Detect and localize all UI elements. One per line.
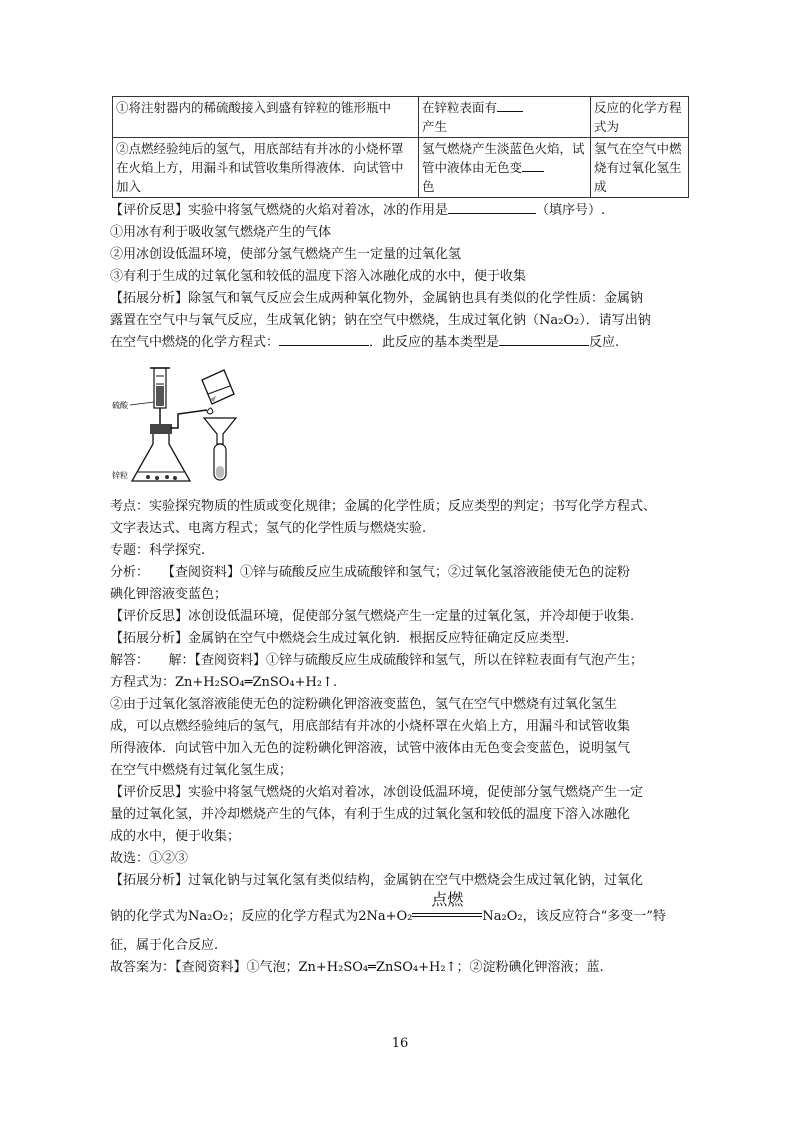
evaluation-option: ①用冰有利于吸收氢气燃烧产生的气体 xyxy=(110,225,332,240)
evaluation-option: ②用冰创设低温环境，使部分氢气燃烧产生一定量的过氧化氢 xyxy=(110,247,462,262)
jieda-line: 解答： 解：【查阅资料】①锌与硫酸反应生成硫酸锌和氢气，所以在锌粒表面有气泡产生； xyxy=(110,653,644,668)
jieda-line: 量的过氧化氢，并冷却燃烧产生的气体，有利于生成的过氧化氢和较低的温度下溶入冰融化 xyxy=(110,807,631,822)
jieda-line: 所得液体．向试管中加入无色的淀粉碘化钾溶液，试管中液体由无色变会变蓝色，说明氢气 xyxy=(110,741,631,756)
fenxi-line: 碘化钾溶液变蓝色； xyxy=(110,587,228,602)
table-row xyxy=(113,97,689,138)
table-cell-phenomenon: 在锌粒表面有 产生 xyxy=(419,97,591,138)
label-zinc: 锌粒 xyxy=(112,471,128,480)
table-cell-step: ②点燃经验纯后的氢气，用底部结有并冰的小烧杯罩在火焰上方，用漏斗和试管收集所得液体．向试管中加入 xyxy=(113,138,419,198)
jieda-line: 方程式为：Zn+H₂SO₄═ZnSO₄+H₂↑. xyxy=(110,675,338,690)
extension-line: 在空气中燃烧的化学方程式： ．此反应的基本类型是 反应. xyxy=(110,335,620,350)
page-number: 16 xyxy=(391,1036,409,1051)
apparatus-figure xyxy=(112,366,237,486)
jieda-line: 在空气中燃烧有过氧化氢生成； xyxy=(110,763,293,778)
jieda-line: 【拓展分析】过氧化钠与过氧化氢有类似结构，金属钠在空气中燃烧会生成过氧化钠，过氧化 xyxy=(110,873,644,888)
jieda-line: 征，属于化合反应. xyxy=(110,938,219,953)
fill-blank xyxy=(499,345,589,346)
jieda-line: 成，可以点燃经验纯后的氢气，用底部结有并冰的小烧杯罩在火焰上方，用漏斗和试管收集 xyxy=(110,719,631,734)
table-cell-phenomenon: 氢气燃烧产生淡蓝色火焰，试管中液体由无色变 色 xyxy=(419,138,591,198)
fenxi-line: 【拓展分析】金属钠在空气中燃烧会生成过氧化钠．根据反应特征确定反应类型. xyxy=(110,631,570,646)
table-cell-step: ①将注射器内的稀硫酸接入到盛有锌粒的锥形瓶中 xyxy=(113,97,419,138)
extension-line: 露置在空气中与氧气反应，生成氧化钠；钠在空气中燃烧，生成过氧化钠（Na₂O₂）．请写出钠 xyxy=(110,313,651,328)
evaluation-option: ③有利于生成的过氧化氢和较低的温度下溶入冰融化成的水中，便于收集 xyxy=(110,269,527,284)
analysis-section xyxy=(110,496,695,979)
apparatus-drawing xyxy=(112,366,237,486)
extension-line: 【拓展分析】除氢气和氧气反应会生成两种氧化物外，金属钠也具有类似的化学性质：金属钠 xyxy=(110,291,644,306)
fill-blank xyxy=(448,213,536,214)
reaction-condition: 点燃 xyxy=(412,892,482,922)
jieda-line: 成的水中，便于收集； xyxy=(110,829,241,844)
document-page xyxy=(110,96,695,979)
table-cell-conclusion: 反应的化学方程式为 xyxy=(591,97,689,138)
evaluation-question: 【评价反思】实验中将氢气燃烧的火焰对着冰，冰的作用是 （填序号）. xyxy=(110,203,606,218)
table-cell-conclusion: 氢气在空气中燃烧有过氧化氢生成 xyxy=(591,138,689,198)
answer-line: 故答案为：【查阅资料】①气泡；Zn+H₂SO₄═ZnSO₄+H₂↑；②淀粉碘化钾溶液；蓝. xyxy=(110,960,604,975)
fenxi-line: 分析： 【查阅资料】①锌与硫酸反应生成硫酸锌和氢气；②过氧化氢溶液能使无色的淀粉 xyxy=(110,565,631,580)
kaodian-line: 考点：实验探究物质的性质或变化规律；金属的化学性质；反应类型的判定；书写化学方程式、 xyxy=(110,499,657,514)
zhuanti-line: 专题：科学探究. xyxy=(110,543,206,558)
label-acid: 硫酸 xyxy=(112,401,128,410)
table-row xyxy=(113,138,689,198)
jieda-line: 【评价反思】实验中将氢气燃烧的火焰对着冰，冰创设低温环境，促使部分氢气燃烧产生一定 xyxy=(110,785,644,800)
experiment-table xyxy=(112,96,689,198)
fill-blank xyxy=(497,111,523,112)
fenxi-line: 【评价反思】冰创设低温环境，促使部分氢气燃烧产生一定量的过氧化氢，并冷却便于收集. xyxy=(110,609,635,624)
jieda-line: ②由于过氧化氢溶液能使无色的淀粉碘化钾溶液变蓝色，氢气在空气中燃烧有过氧化氢生 xyxy=(110,697,618,712)
fill-blank xyxy=(279,345,369,346)
jieda-line: 故选：①②③ xyxy=(110,851,189,866)
fill-blank xyxy=(522,171,544,172)
kaodian-line: 文字表达式、电离方程式；氢气的化学性质与燃烧实验. xyxy=(110,521,427,536)
jieda-equation-line: 钠的化学式为Na₂O₂；反应的化学方程式为2Na+O₂ 点燃 Na₂O₂，该反应符合“多变一”特 xyxy=(110,890,666,924)
